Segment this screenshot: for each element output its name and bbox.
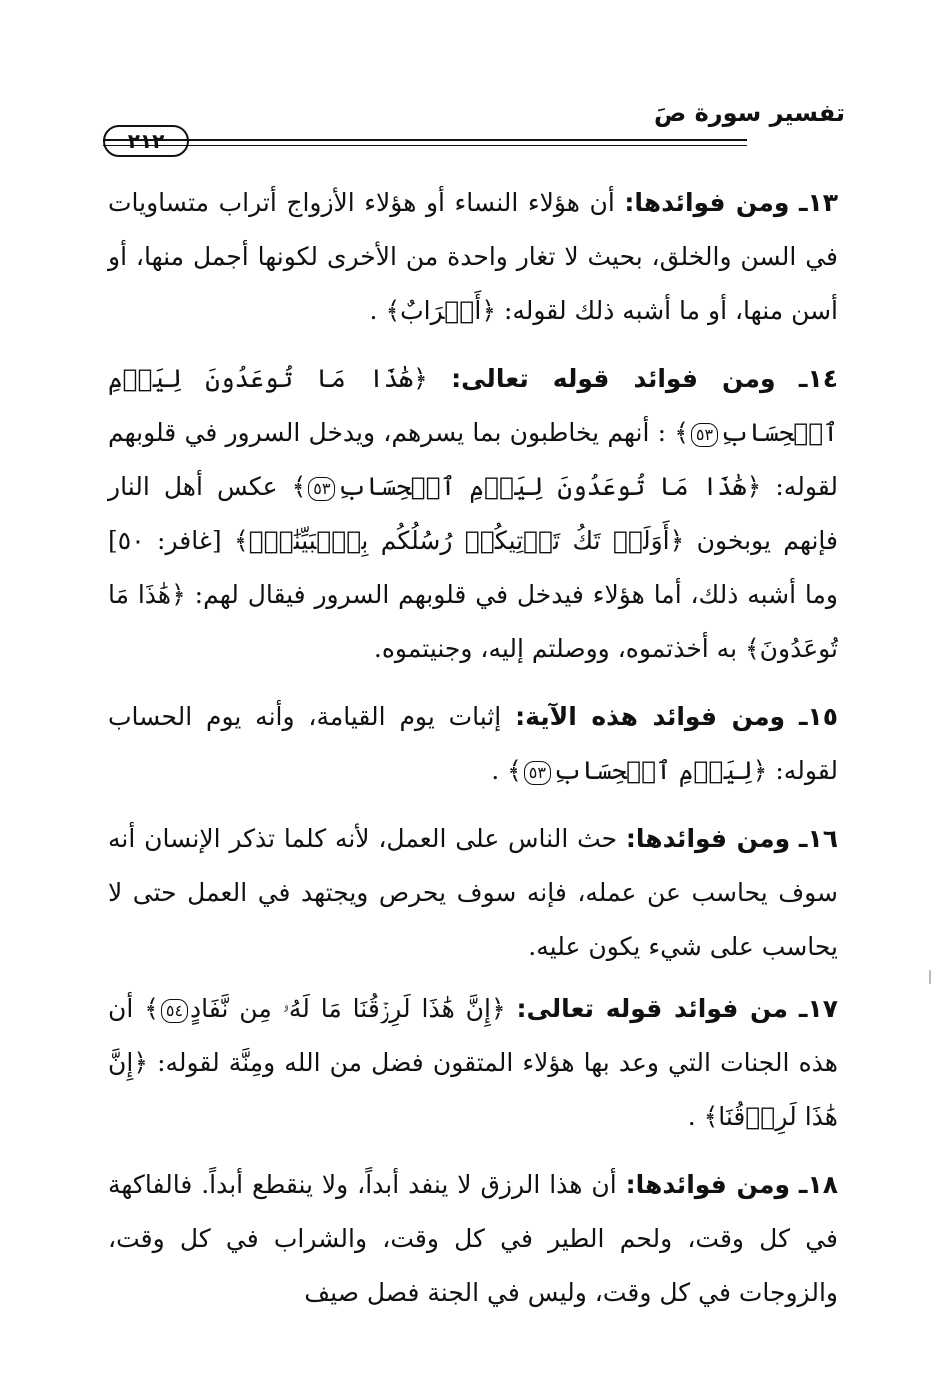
quran-verse: إِنَّ هَٰذَا لَرِزۡقُنَا مَا لَهُۥ مِن نَّفَادٍ [190,994,491,1023]
item-lead: ومن فوائد قوله تعالى: [451,364,776,393]
item-tail: . [687,1102,696,1131]
item-text: حث الناس على العمل، لأنه كلما تذكر الإنسان أنه سوف يحاسب عن عمله، فإنه سوف يحرص ويجتهد في العمل حتى لا يحاسب على شيء يكون عليه. [108,824,838,961]
ayah-brace-open: ﴿ [752,756,768,785]
ayah-brace-close: ﴾ [744,634,760,663]
header-rule [103,139,747,141]
running-title: تفسير سورة صَ [653,99,845,127]
quran-verse: هَٰذَا مَا تُوعَدُونَ [108,580,838,663]
ayah-brace-open: ﴿ [481,296,496,325]
item-text: به أخذتموه، ووصلتم إليه، وجنيتموه. [373,634,738,663]
item-text: [غافر: ٥٠] وما أشبه ذلك، أما هؤلاء فيدخل في قلوبهم السرور فيقال لهم: [108,526,839,609]
item-number: ١٣ـ [798,188,839,217]
quran-verse: هَٰذَا مَا تُوعَدُونَ لِيَوۡمِ ٱلۡحِسَابِ [337,472,747,501]
item-lead: ومن فوائدها: [625,1170,790,1199]
item-number: ١٦ـ [798,824,838,853]
quran-verse: أَوَلَمۡ تَكُ تَأۡتِيكُمۡ رُسُلُكُم بِٱلۡبَيِّنَٰتِۖ [248,526,670,555]
ayah-brace-close: ﴾ [385,296,401,325]
item-text: أن هذا الرزق لا ينفد أبداً، ولا ينقطع أبداً. فالفاكهة في كل وقت، ولحم الطير في كل وقت، والشراب في كل وقت، والزوجات في كل وقت، وليس في الجنة فصل صيف [108,1170,838,1307]
ayah-brace-open: ﴿ [669,526,685,555]
page-body [108,176,838,1334]
item-lead: من فوائد قوله تعالى: [516,994,789,1023]
ayah-brace-open: ﴿ [413,364,428,393]
header-rule-thin [103,145,747,146]
ayah-number-mark: ٥٣ [524,761,551,785]
item-tail: . [491,756,500,785]
item-lead: ومن فوائدها: [624,188,790,217]
ayah-brace-open: ﴿ [490,994,506,1023]
paragraph-18 [108,1158,838,1320]
paragraph-14 [108,352,838,676]
ayah-brace-close: ﴾ [234,526,249,555]
item-text: : أنهم يخاطبون بما يسرهم، ويدخل السرور في قلوبهم لقوله: [108,418,838,501]
item-text: أن هذه الجنات التي وعد بها هؤلاء المتقون فضل من الله ومِنَّة لقوله: [108,994,838,1077]
item-text: أن هؤلاء النساء أو هؤلاء الأزواج أتراب متساويات في السن والخلق، بحيث لا تغار واحدة من الأخرى لكونها أجمل منها، أو أسن منها، أو ما أشبه ذلك لقوله: [108,188,838,325]
ayah-brace-close: ﴾ [507,756,522,785]
ayah-brace-open: ﴿ [133,1048,148,1077]
quran-verse: أَتۡرَابٌ [400,296,482,325]
quran-verse: إِنَّ هَٰذَا لَرِزۡقُنَا [108,1048,838,1131]
item-lead: ومن فوائد هذه الآية: [515,702,786,731]
ayah-brace-close: ﴾ [674,418,689,447]
item-lead: ومن فوائدها: [625,824,791,853]
ayah-number-mark: ٥٤ [161,999,188,1023]
paragraph-17 [108,982,838,1144]
item-number: ١٥ـ [798,702,839,731]
item-number: ١٤ـ [798,364,838,393]
scan-mark [929,970,931,984]
paragraph-13 [108,176,838,338]
ayah-brace-close: ﴾ [291,472,307,501]
ayah-brace-open: ﴿ [746,472,762,501]
quran-verse: هَٰذَا مَا تُوعَدُونَ لِيَوۡمِ ٱلۡحِسَابِ [108,364,838,447]
item-number: ١٧ـ [798,994,838,1023]
item-text: عكس أهل النار فإنهم يوبخون [108,472,838,555]
ayah-brace-open: ﴿ [171,580,186,609]
ayah-number-mark: ٥٣ [691,423,718,447]
item-tail: . [369,296,378,325]
paragraph-16 [108,812,838,974]
ayah-brace-close: ﴾ [144,994,159,1023]
paragraph-15 [108,690,838,798]
ayah-number-mark: ٥٣ [308,477,335,501]
page-number: ٢١٢ [103,125,189,157]
item-number: ١٨ـ [798,1170,838,1199]
page-header [103,95,845,165]
item-text: إثبات يوم القيامة، وأنه يوم الحساب لقوله: [108,702,838,785]
quran-verse: لِيَوۡمِ ٱلۡحِسَابِ [552,756,753,785]
ayah-brace-close: ﴾ [703,1102,719,1131]
